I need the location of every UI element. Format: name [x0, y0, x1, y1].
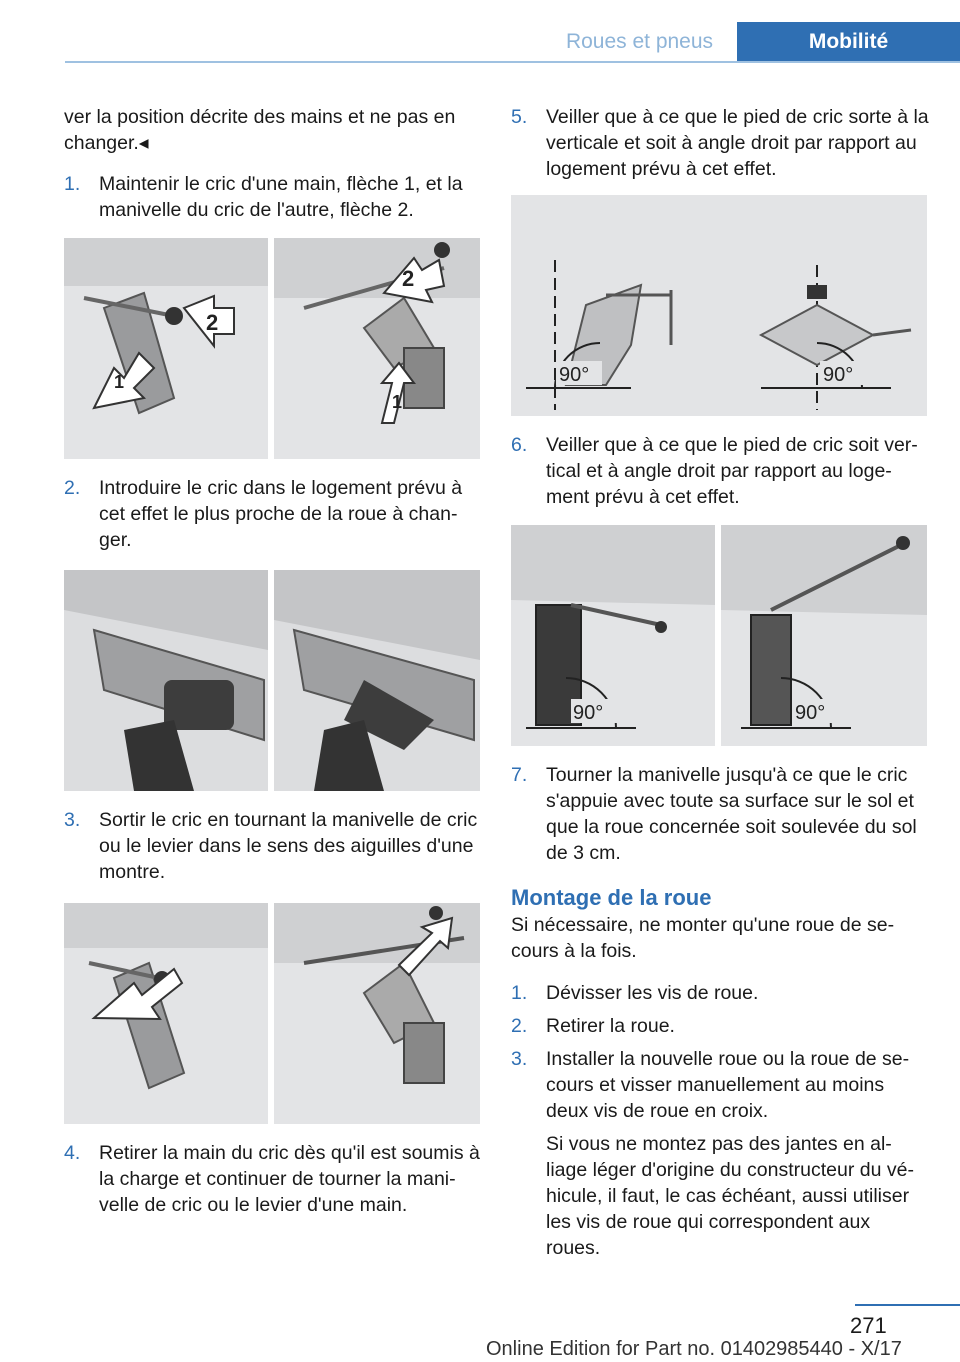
angle-label-2: 90°	[823, 364, 854, 386]
step-number: 4.	[64, 1142, 81, 1164]
angle-label: 90°	[559, 364, 590, 386]
angle-label-3: 90°	[573, 702, 604, 724]
arrow-label-1: 1	[114, 372, 125, 392]
step-number: 1.	[511, 982, 528, 1004]
step-text: Tourner la manivelle jusqu'à ce que le cric s'appuie avec toute sa surface sur le sol et que la roue concernée soit soulevée du sol de 3 cm.	[546, 764, 917, 864]
jack-vertical-diagram	[511, 195, 927, 416]
mount-step-2	[511, 1013, 929, 1039]
mount-note: Si vous ne montez pas des jantes en al‐ liage léger d'origine du constructeur du vé‐ hicule, il faut, le cas échéant, aussi utiliser les vis de roue qui correspondent aux roues.	[546, 1133, 914, 1259]
mount-step-3	[511, 1046, 929, 1124]
step-number: 2.	[64, 477, 81, 499]
step-number: 3.	[511, 1048, 528, 1070]
step-5	[511, 104, 929, 182]
step-text: Maintenir le cric d'une main, flèche 1, et la manivelle du cric de l'autre, flèche 2.	[99, 173, 463, 221]
step-4	[64, 1140, 482, 1218]
header-section-tab[interactable]: Roues et pneus	[565, 30, 714, 53]
step-text: Retirer la roue.	[546, 1015, 675, 1037]
arrow-label-2: 2	[206, 310, 219, 335]
step-text: Dévisser les vis de roue.	[546, 982, 759, 1004]
step-7	[511, 762, 929, 866]
step-text: Veiller que à ce que le pied de cric soit ver‐ tical et à angle droit par rapport au loge‐ ment prévu à cet effet.	[546, 434, 918, 508]
step-number: 2.	[511, 1015, 528, 1037]
step-2	[64, 475, 482, 553]
mount-step-1	[511, 980, 929, 1006]
left-column	[64, 104, 482, 1218]
step-number: 3.	[64, 809, 81, 831]
step-text: Retirer la main du cric dès qu'il est soumis à la charge et continuer de tourner la mani‐ velle de cric ou le levier d'une main.	[99, 1142, 480, 1216]
jack-crank-illustration	[64, 903, 480, 1124]
footer-divider	[855, 1304, 960, 1306]
step-text: Sortir le cric en tournant la manivelle de cric ou le levier dans le sens des aiguilles d'une montre.	[99, 809, 478, 883]
edition-line: Online Edition for Part no. 01402985440 - X/17	[486, 1338, 902, 1360]
arrow-label-2b: 2	[402, 266, 415, 291]
right-column	[511, 104, 929, 1261]
header-chapter-tab[interactable]: Mobilité	[737, 22, 960, 62]
step-1	[64, 171, 482, 223]
step-number: 5.	[511, 106, 528, 128]
step-text: Veiller que à ce que le pied de cric sorte à la verticale et soit à angle droit par rapport au logement prévu à cet effet.	[546, 106, 929, 180]
arrow-label-1b: 1	[392, 392, 403, 412]
step-text: Installer la nouvelle roue ou la roue de se‐ cours et visser manuellement au moins deux vis de roue en croix.	[546, 1048, 910, 1122]
step-number: 6.	[511, 434, 528, 456]
step-3	[64, 807, 482, 885]
jack-insert-illustration	[64, 570, 480, 791]
jack-hold-illustration	[64, 238, 480, 459]
step-number: 7.	[511, 764, 528, 786]
section-intro: Si nécessaire, ne monter qu'une roue de se‐ cours à la fois.	[511, 914, 895, 962]
header-divider	[65, 61, 960, 63]
step-6	[511, 432, 929, 510]
page-number: 271	[850, 1313, 887, 1338]
intro-text: ver la position décrite des mains et ne pas en changer.◂	[64, 106, 456, 154]
jack-angle-illustration	[511, 525, 927, 746]
step-number: 1.	[64, 173, 81, 195]
angle-label-4: 90°	[795, 702, 826, 724]
step-text: Introduire le cric dans le logement prévu à cet effet le plus proche de la roue à chan‐ ger.	[99, 477, 463, 551]
section-heading: Montage de la roue	[511, 885, 712, 910]
